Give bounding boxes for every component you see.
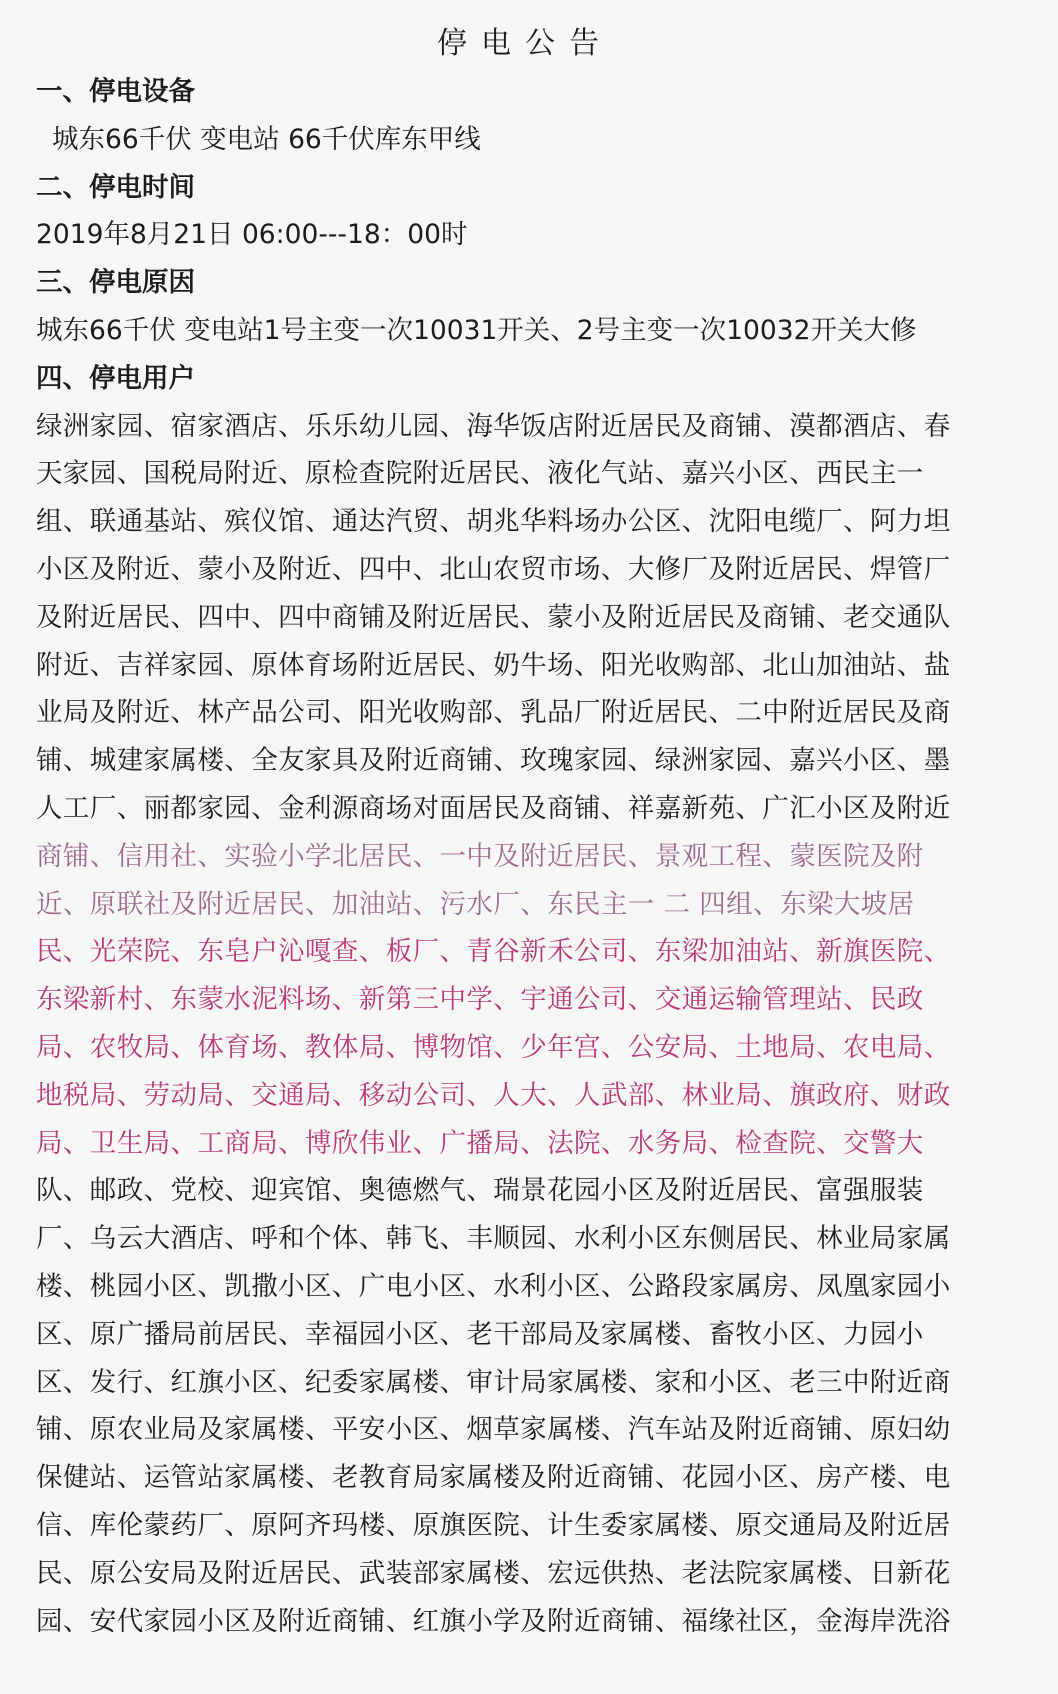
users-line: 园、安代家园小区及附近商铺、红旗小学及附近商铺、福缘社区，金海岸洗浴 bbox=[36, 1605, 951, 1637]
time-heading: 二、停电时间 bbox=[36, 171, 195, 203]
users-line: 天家园、国税局附近、原检查院附近居民、液化气站、嘉兴小区、西民主一 bbox=[36, 458, 924, 490]
reason-text: 城东66千伏 变电站1号主变一次10031开关、2号主变一次10032开关大修 bbox=[36, 314, 917, 346]
users-line: 地税局、劳动局、交通局、移动公司、人大、人武部、林业局、旗政府、财政 bbox=[36, 1079, 951, 1111]
users-line: 绿洲家园、宿家酒店、乐乐幼儿园、海华饭店附近居民及商铺、漠都酒店、春 bbox=[36, 410, 951, 442]
users-line: 商铺、信用社、实验小学北居民、一中及附近居民、景观工程、蒙医院及附 bbox=[36, 840, 924, 872]
users-line: 厂、乌云大酒店、呼和个体、韩飞、丰顺园、水利小区东侧居民、林业局家属 bbox=[36, 1223, 951, 1255]
users-line: 铺、原农业局及家属楼、平安小区、烟草家属楼、汽车站及附近商铺、原妇幼 bbox=[36, 1414, 951, 1446]
reason-heading: 三、停电原因 bbox=[36, 267, 195, 299]
users-line: 民、光荣院、东皂户沁嘎查、板厂、青谷新禾公司、东梁加油站、新旗医院、 bbox=[36, 936, 951, 968]
users-line: 人工厂、丽都家园、金利源商场对面居民及商铺、祥嘉新苑、广汇小区及附近 bbox=[36, 792, 951, 824]
users-heading: 四、停电用户 bbox=[36, 362, 195, 394]
users-line: 及附近居民、四中、四中商铺及附近居民、蒙小及附近居民及商铺、老交通队 bbox=[36, 601, 951, 633]
users-line: 队、邮政、党校、迎宾馆、奥德燃气、瑞景花园小区及附近居民、富强服装 bbox=[36, 1175, 924, 1207]
users-line: 区、原广播局前居民、幸福园小区、老干部局及家属楼、畜牧小区、力园小 bbox=[36, 1318, 924, 1350]
users-line: 组、联通基站、殡仪馆、通达汽贸、胡兆华料场办公区、沈阳电缆厂、阿力坦 bbox=[36, 506, 951, 538]
equipment-text: 城东66千伏 变电站 66千伏库东甲线 bbox=[52, 123, 481, 155]
equipment-heading: 一、停电设备 bbox=[36, 76, 195, 107]
users-line: 民、原公安局及附近居民、武装部家属楼、宏远供热、老法院家属楼、日新花 bbox=[36, 1557, 951, 1589]
users-line: 附近、吉祥家园、原体育场附近居民、奶牛场、阳光收购部、北山加油站、盐 bbox=[36, 649, 951, 681]
time-text: 2019年8月21日 06:00---18：00时 bbox=[36, 219, 468, 251]
users-line: 楼、桃园小区、凯撒小区、广电小区、水利小区、公路段家属房、凤凰家园小 bbox=[36, 1270, 951, 1302]
users-line: 局、卫生局、工商局、博欣伟业、广播局、法院、水务局、检查院、交警大 bbox=[36, 1127, 924, 1159]
users-line: 业局及附近、林产品公司、阳光收购部、乳品厂附近居民、二中附近居民及商 bbox=[36, 697, 951, 729]
users-line: 保健站、运管站家属楼、老教育局家属楼及附近商铺、花园小区、房产楼、电 bbox=[36, 1462, 951, 1494]
users-line: 铺、城建家属楼、全友家具及附近商铺、玫瑰家园、绿洲家园、嘉兴小区、墨 bbox=[36, 745, 951, 777]
users-line: 局、农牧局、体育场、教体局、博物馆、少年宫、公安局、土地局、农电局、 bbox=[36, 1031, 951, 1063]
users-line: 信、库伦蒙药厂、原阿齐玛楼、原旗医院、计生委家属楼、原交通局及附近居 bbox=[36, 1509, 951, 1541]
users-line: 东梁新村、东蒙水泥料场、新第三中学、宇通公司、交通运输管理站、民政 bbox=[36, 984, 924, 1016]
users-line: 小区及附近、蒙小及附近、四中、北山农贸市场、大修厂及附近居民、焊管厂 bbox=[36, 553, 951, 585]
users-line: 近、原联社及附近居民、加油站、污水厂、东民主一 二 四组、东梁大坡居 bbox=[36, 888, 915, 920]
users-list bbox=[36, 403, 1018, 1646]
users-line: 区、发行、红旗小区、纪委家属楼、审计局家属楼、家和小区、老三中附近商 bbox=[36, 1366, 951, 1398]
notice-title: 停电公告 bbox=[437, 26, 613, 61]
